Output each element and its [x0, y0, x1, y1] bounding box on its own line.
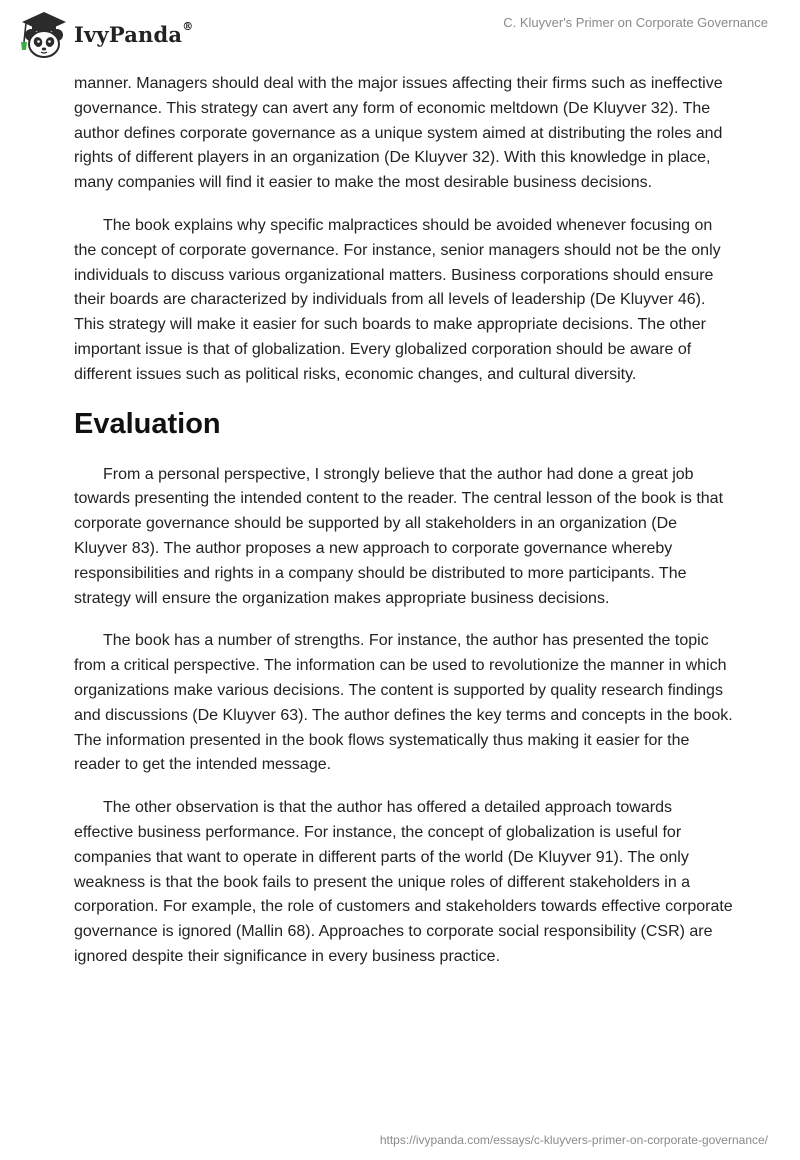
registered-mark: ®: [182, 19, 194, 33]
brand-name: IvyPanda®: [74, 19, 194, 47]
paragraph: The book has a number of strengths. For instance, the author has presented the topic from a critical perspective. The information can be used to revolutionize the manner in which organizations make various decisions. The content is supported by quality research findings and discussions (De Kluyver 63). The author defines the key terms and concepts in the book. The information presented in the book flows systematically thus making it easier for the reader to get the intended message.: [74, 632, 733, 774]
paragraph: The book explains why specific malpractices should be avoided whenever focusing on the concept of corporate governance. For instance, senior managers should not be the only individuals to discuss various organizational matters. Business corporations should ensure their boards are characterized by individuals from all levels of leadership (De Kluyver 46). This strategy will make it easier for such boards to make appropriate decisions. The other important issue is that of globalization. Every globalized corporation should be aware of different issues such as political risks, economic changes, and cultural diversity.: [74, 216, 721, 383]
panda-graduation-cap-icon: [14, 8, 70, 60]
section-heading-evaluation: Evaluation: [74, 407, 221, 440]
essay-body: [74, 72, 734, 988]
paragraph: From a personal perspective, I strongly believe that the author had done a great job towards presenting the intended content to the reader. The central lesson of the book is that corporate governance should be supported by all stakeholders in an organization (De Kluyver 83). The author proposes a new approach to corporate governance whereby responsibilities and rights in a company should be distributed to more participants. The strategy will ensure the organization makes appropriate business decisions.: [74, 465, 724, 607]
paragraph: manner. Managers should deal with the major issues affecting their firms such as ineffective governance. This strategy can avert any form of economic meltdown (De Kluyver 32). The author defines corporate governance as a unique system aimed at distributing the roles and rights of different players in an organization (De Kluyver 32). With this knowledge in place, many companies will find it easier to make the most desirable business decisions.: [74, 75, 723, 192]
source-url[interactable]: https://ivypanda.com/essays/c-kluyvers-primer-on-corporate-governance/: [379, 1133, 768, 1147]
paragraph: The other observation is that the author has offered a detailed approach towards effective business performance. For instance, the concept of globalization is useful for companies that want to operate in different parts of the world (De Kluyver 91). The only weakness is that the book fails to present the unique roles of different stakeholders in a corporation. For example, the role of customers and stakeholders towards effective corporate governance is ignored (Mallin 68). Approaches to corporate social responsibility (CSR) are ignored despite their significance in every business practice.: [74, 799, 733, 965]
page-header: [0, 0, 800, 70]
ivypanda-logo[interactable]: [14, 8, 193, 60]
document-title: C. Kluyver's Primer on Corporate Governance: [503, 15, 768, 30]
